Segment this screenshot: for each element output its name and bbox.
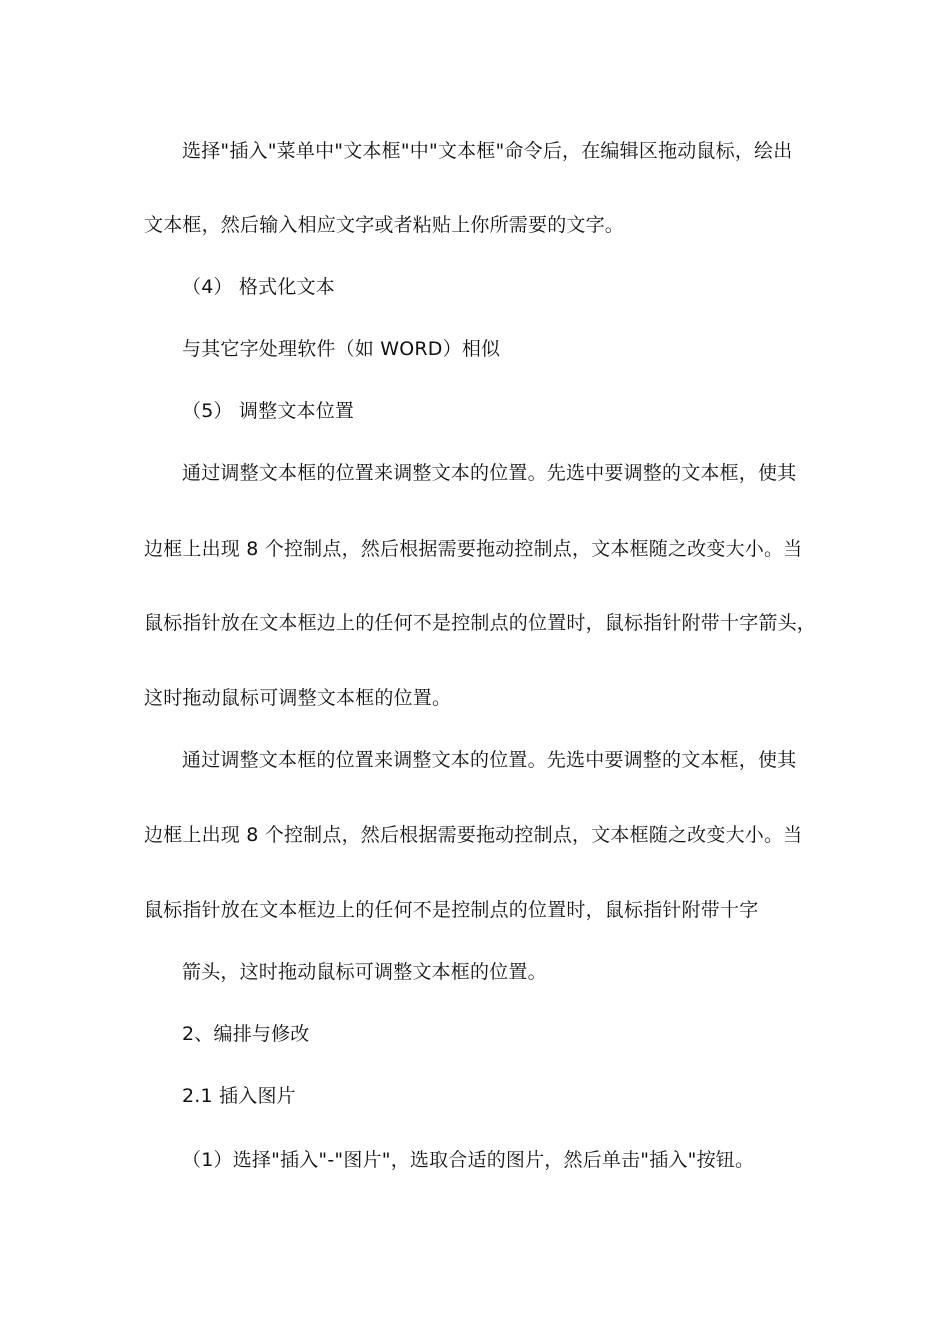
paragraph-line-12: （1）选择"插入"-"图片"，选取合适的图片，然后单击"插入"按钮。	[182, 1149, 755, 1171]
section-heading-4: （4） 格式化文本	[182, 276, 335, 298]
paragraph-line-1: 选择"插入"菜单中"文本框"中"文本框"命令后，在编辑区拖动鼠标，绘出	[182, 140, 793, 162]
paragraph-line-8: 通过调整文本框的位置来调整文本的位置。先选中要调整的文本框，使其	[182, 749, 797, 771]
paragraph-line-7: 这时拖动鼠标可调整文本框的位置。	[144, 687, 452, 709]
paragraph-line-2: 文本框，然后输入相应文字或者粘贴上你所需要的文字。	[144, 214, 625, 236]
paragraph-line-10: 鼠标指针放在文本框边上的任何不是控制点的位置时，鼠标指针附带十字	[144, 899, 759, 921]
section-heading-5: （5） 调整文本位置	[182, 400, 355, 422]
paragraph-line-5: 边框上出现 8 个控制点，然后根据需要拖动控制点，文本框随之改变大小。当	[144, 538, 803, 560]
paragraph-line-3: 与其它字处理软件（如 WORD）相似	[182, 338, 501, 360]
section-heading-2: 2、编排与修改	[182, 1023, 310, 1045]
paragraph-line-11: 箭头，这时拖动鼠标可调整文本框的位置。	[182, 961, 547, 983]
paragraph-line-9: 边框上出现 8 个控制点，然后根据需要拖动控制点，文本框随之改变大小。当	[144, 824, 803, 846]
paragraph-line-4: 通过调整文本框的位置来调整文本的位置。先选中要调整的文本框，使其	[182, 462, 797, 484]
subsection-heading-2-1: 2.1 插入图片	[182, 1085, 296, 1107]
paragraph-line-6: 鼠标指针放在文本框边上的任何不是控制点的位置时，鼠标指针附带十字箭头，	[144, 612, 817, 634]
